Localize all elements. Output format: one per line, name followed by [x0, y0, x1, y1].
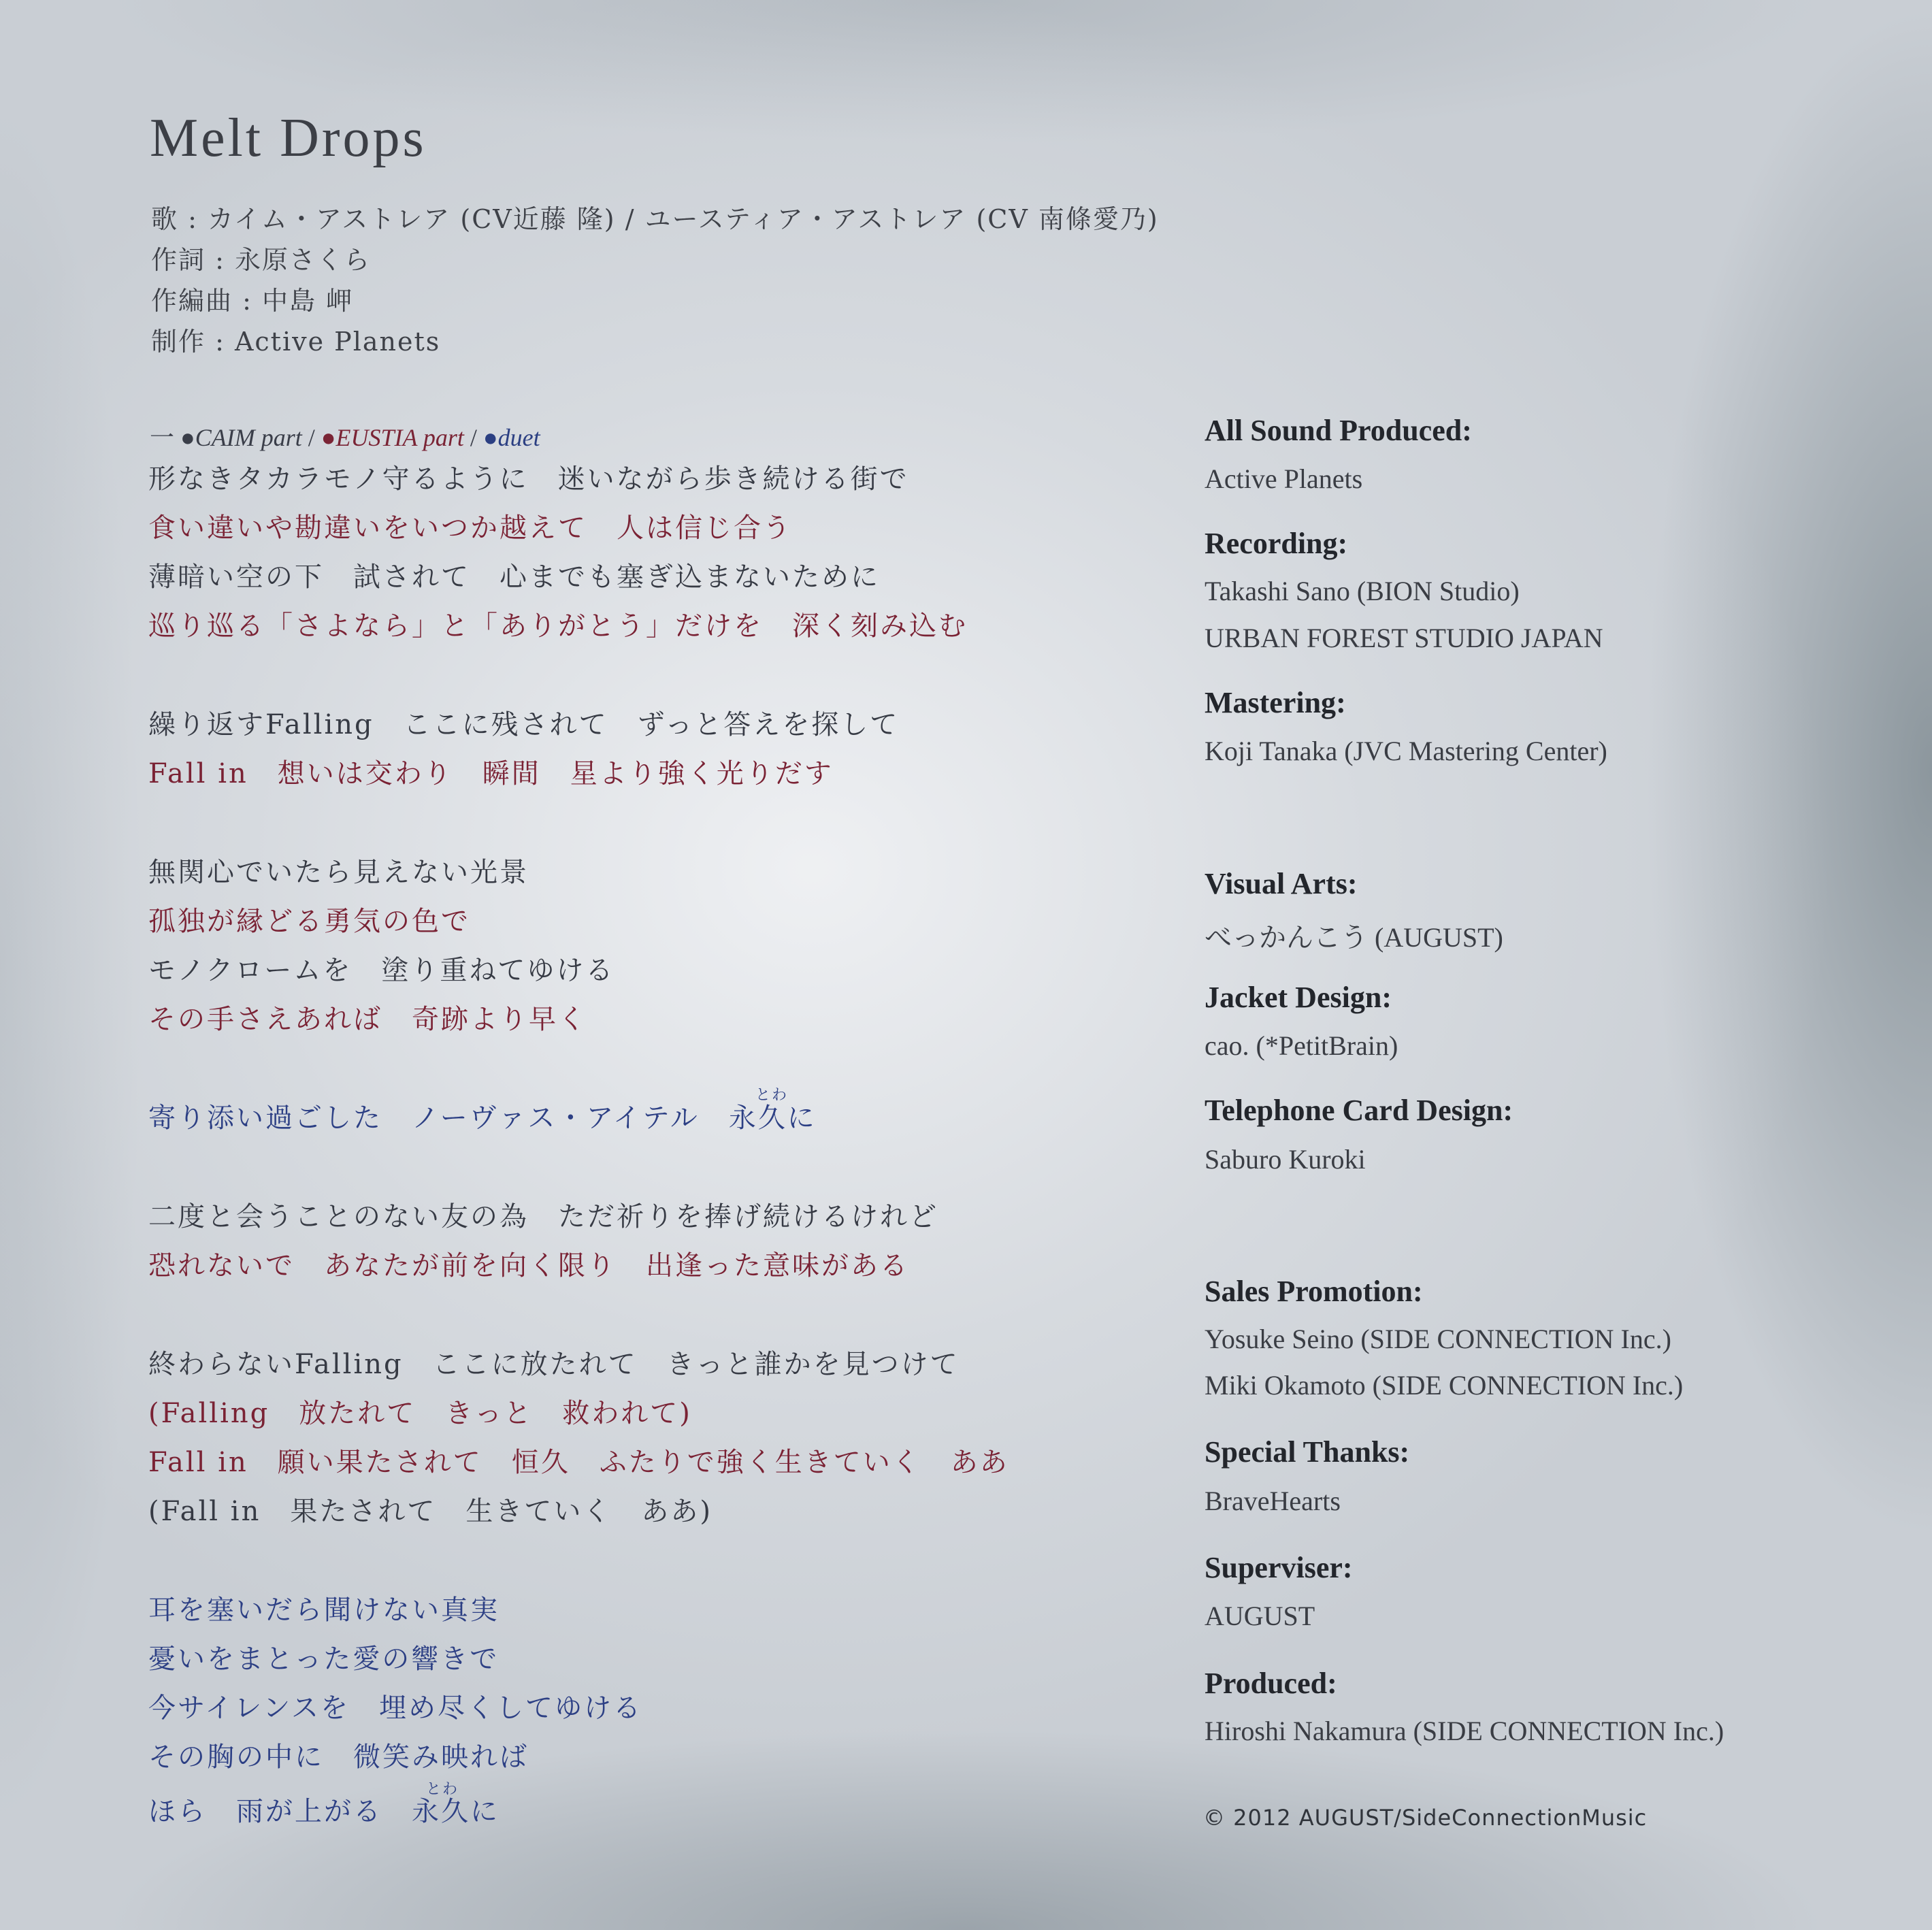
staff-label: All Sound Produced: [1205, 414, 1472, 447]
ruby-annotation: とわ [755, 1087, 789, 1104]
credit-lyrics: 作詞 : 永原さくら [151, 245, 371, 275]
staff-label: Telephone Card Design: [1205, 1094, 1513, 1127]
song-title: Melt Drops [150, 108, 427, 168]
staff-name: Active Planets [1205, 463, 1363, 494]
legend-eustia: ●EUSTIA part [321, 424, 464, 451]
lyric-line: (Fall in 果たされて 生きていく ああ) [148, 1496, 713, 1527]
lyric-line: (Falling 放たれて きっと 救われて) [148, 1398, 692, 1429]
staff-label: Recording: [1205, 527, 1348, 560]
copyright-notice: © 2012 AUGUST/SideConnectionMusic [1203, 1805, 1648, 1831]
ruby-annotation: とわ [426, 1781, 459, 1798]
lyric-line: 無関心でいたら見えない光景 [148, 857, 529, 888]
credit-production: 制作 : Active Planets [151, 327, 441, 357]
lyric-line: 形なきタカラモノ守るように 迷いながら歩き続ける街で [148, 463, 909, 495]
staff-name: Miki Okamoto (SIDE CONNECTION Inc.) [1205, 1370, 1684, 1401]
lyric-line: モノクロームを 塗り重ねてゆける [148, 955, 615, 986]
staff-name: BraveHearts [1205, 1486, 1341, 1516]
staff-label: Sales Promotion: [1205, 1275, 1423, 1308]
staff-label: Produced: [1205, 1667, 1337, 1700]
staff-name: Saburo Kuroki [1205, 1144, 1366, 1175]
lyric-line: 薄暗い空の下 試されて 心までも塞ぎ込まないために [148, 561, 880, 593]
lyric-line: 巡り巡る「さよなら」と「ありがとう」だけを 深く刻み込む [148, 610, 968, 642]
credit-composition: 作編曲 : 中島 岬 [151, 286, 354, 316]
legend-duet: ●duet [482, 424, 540, 451]
lyric-line: その胸の中に 微笑み映れば [148, 1741, 529, 1773]
lyric-line: 憂いをまとった愛の響きで [148, 1643, 500, 1675]
staff-name: Koji Tanaka (JVC Mastering Center) [1205, 736, 1607, 766]
lyric-line: Fall in 願い果たされて 恒久 ふたりで強く生きていく ああ [148, 1447, 1009, 1478]
credit-vocals: 歌 : カイム・アストレア (CV近藤 隆) / ユースティア・アストレア (CV 南條愛乃) [151, 204, 1159, 234]
staff-label: Mastering: [1205, 686, 1346, 719]
part-legend [150, 419, 540, 453]
lyric-line: 食い違いや勘違いをいつか越えて 人は信じ合う [148, 512, 792, 544]
staff-label: Superviser: [1205, 1551, 1353, 1584]
staff-name: Takashi Sano (BION Studio) [1205, 576, 1520, 606]
legend-separator: / [301, 424, 321, 451]
legend-separator: / [463, 424, 483, 451]
lyric-line: ほら 雨が上がる 永久に [148, 1796, 500, 1827]
lyric-line: 寄り添い過ごした ノーヴァス・アイテル 永久に [148, 1102, 817, 1134]
staff-label: Visual Arts: [1205, 867, 1358, 900]
lyric-line: その手さえあれば 奇跡より早く [148, 1004, 587, 1035]
lyric-line: Fall in 想いは交わり 瞬間 星より強く光りだす [148, 758, 834, 789]
legend-caim: ●CAIM part [180, 424, 302, 451]
lyric-line: 繰り返すFalling ここに残されて ずっと答えを探して [148, 709, 900, 740]
staff-name: Yosuke Seino (SIDE CONNECTION Inc.) [1205, 1324, 1671, 1354]
lyric-line: 終わらないFalling ここに放たれて きっと誰かを見つけて [148, 1349, 960, 1380]
staff-name: AUGUST [1205, 1601, 1315, 1631]
staff-name: cao. (*PetitBrain) [1205, 1030, 1398, 1061]
staff-name: URBAN FOREST STUDIO JAPAN [1205, 623, 1603, 653]
song-credits [151, 199, 1159, 362]
staff-label: Special Thanks: [1205, 1435, 1410, 1469]
lyric-line: 今サイレンスを 埋め尽くしてゆける [148, 1692, 642, 1724]
staff-label: Jacket Design: [1205, 981, 1392, 1014]
lyric-line: 孤独が縁どる勇気の色で [148, 906, 470, 937]
lyric-line: 耳を塞いだら聞けない真実 [148, 1594, 500, 1626]
lyric-line: 恐れないで あなたが前を向く限り 出逢った意味がある [148, 1250, 909, 1281]
staff-name: べっかんこう (AUGUST) [1205, 922, 1503, 953]
legend-dash: 一 [150, 424, 175, 451]
lyric-line: 二度と会うことのない友の為 ただ祈りを捧げ続けるけれど [148, 1201, 938, 1232]
staff-name: Hiroshi Nakamura (SIDE CONNECTION Inc.) [1205, 1716, 1724, 1746]
